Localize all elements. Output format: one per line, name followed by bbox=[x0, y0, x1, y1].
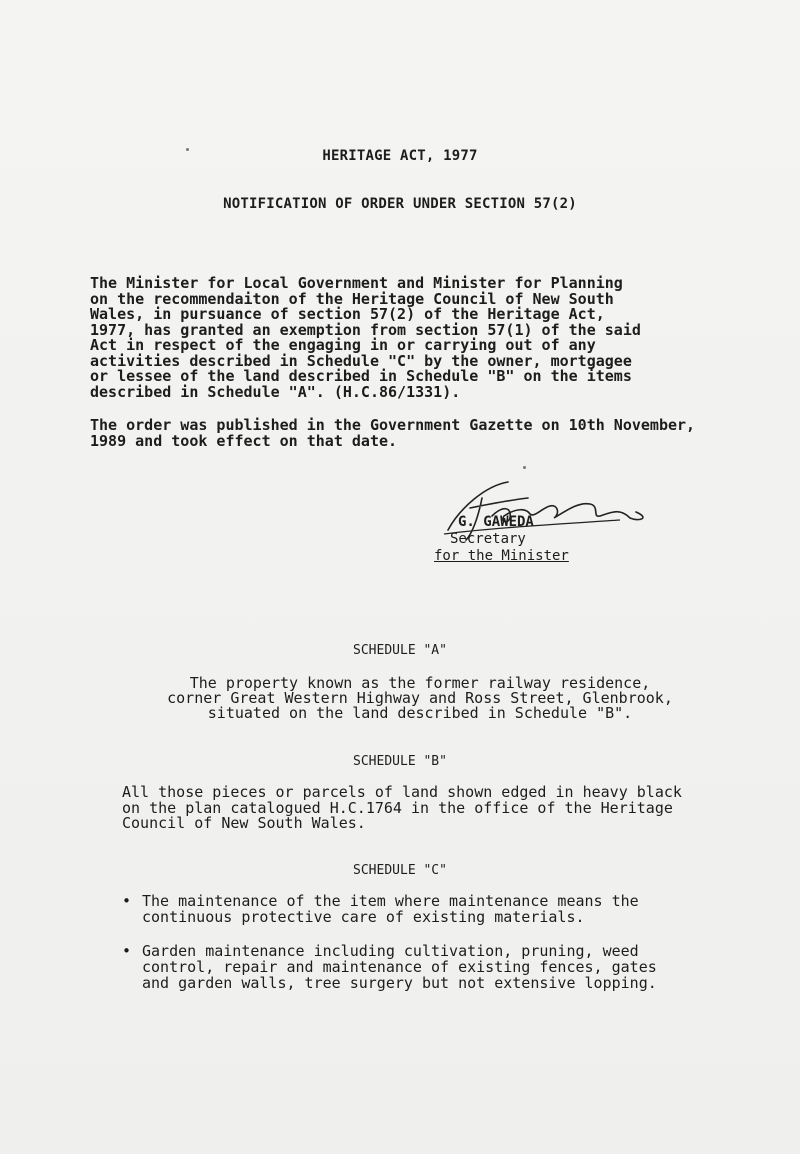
list-item bbox=[122, 943, 722, 991]
schedule-c-item: Garden maintenance including cultivation, pruning, weed control, repair and maintenance of existing fences, gates and garden walls, tree surgery but not extensive lopping. bbox=[142, 942, 657, 992]
schedule-b-title: SCHEDULE "B" bbox=[353, 754, 447, 769]
publication-paragraph: The order was published in the Government Gazette on 10th November, 1989 and took effect on that date. bbox=[90, 416, 696, 450]
bullet-icon: • bbox=[122, 942, 132, 960]
schedule-c-title: SCHEDULE "C" bbox=[353, 863, 447, 878]
signatory-for-line: for the Minister bbox=[434, 548, 569, 564]
scan-speck bbox=[523, 466, 526, 469]
schedule-b-text: All those pieces or parcels of land shown edged in heavy black on the plan catalogued H.C.1764 in the office of the Heritage Council of New South Wales. bbox=[122, 783, 682, 832]
document-subtitle: NOTIFICATION OF ORDER UNDER SECTION 57(2) bbox=[223, 196, 577, 212]
signatory-title: Secretary bbox=[450, 531, 526, 547]
signatory-name: G. GAWEDA bbox=[458, 514, 534, 530]
document-title: HERITAGE ACT, 1977 bbox=[322, 148, 478, 164]
signature-block bbox=[430, 478, 660, 568]
intro-paragraph: The Minister for Local Government and Minister for Planning on the recommendaiton of the Heritage Council of New South Wales, in pursuance of section 57(2) of the Heritage Act, 1977, has granted an exemption from section 57(1) of the said Act in respect of the engaging in or carrying out of any activities described in Schedule "C" by the owner, mortgagee or lessee of the land described in Schedule "B" on the items described in Schedule "A". (H.C.86/1331). bbox=[90, 274, 641, 401]
bullet-icon: • bbox=[122, 892, 132, 910]
schedule-a-text: The property known as the former railway residence, corner Great Western Highway and Ross Street, Glenbrook, situated on the land described in Schedule "B". bbox=[167, 674, 673, 722]
schedule-a-title: SCHEDULE "A" bbox=[353, 643, 447, 658]
list-item bbox=[122, 893, 722, 925]
schedule-c-item: The maintenance of the item where maintenance means the continuous protective care of existing materials. bbox=[142, 892, 639, 926]
